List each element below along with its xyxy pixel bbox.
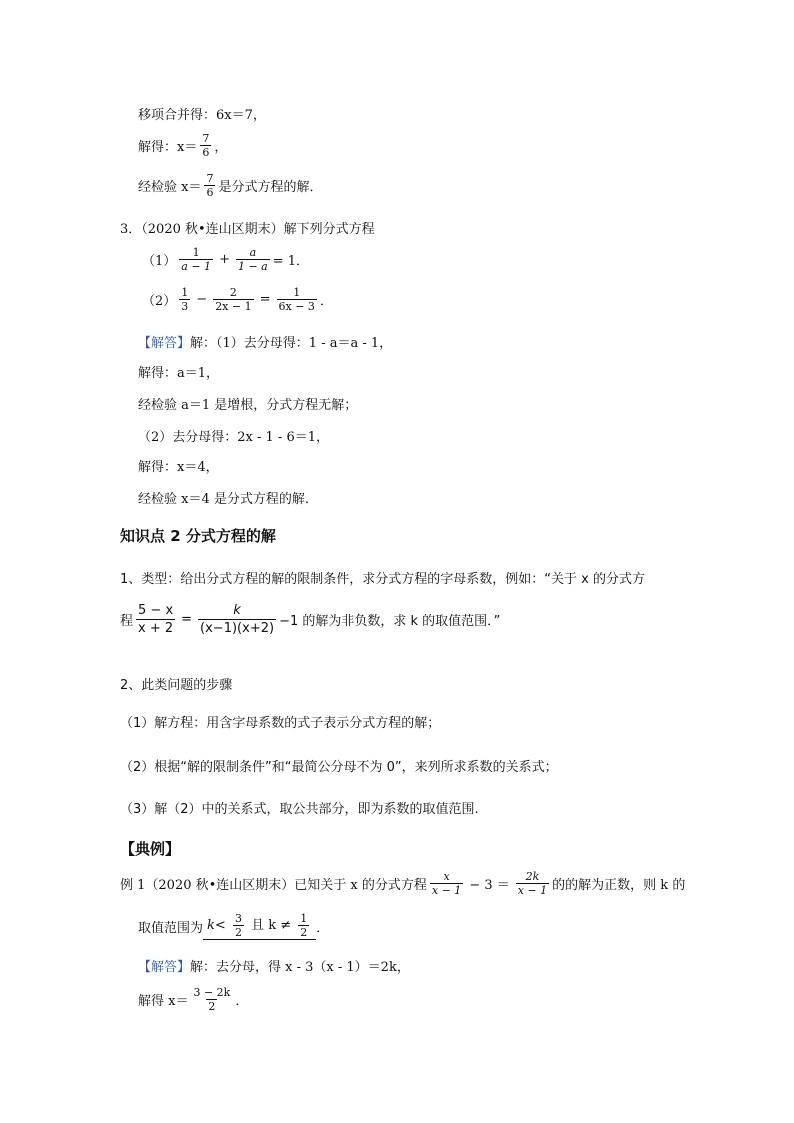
text-line: 经检验 x＝4 是分式方程的解． [138, 492, 318, 507]
text-line: 经检验 a＝1 是增根，分式方程无解； [138, 398, 358, 413]
answer-line: 【解答】 解：（1）去分母得：1 - a＝a - 1， [138, 332, 392, 351]
step-3: （3）解（2）中的关系式，取公共部分，即为系数的取值范围. [120, 802, 479, 817]
fraction: $\frac{1}{a - 1}$ [181, 246, 212, 273]
fraction: $\frac{a}{1 - a}$ [237, 246, 268, 273]
problem-2: （2） $\frac{1}{3}$ − $\frac{2}{2x - 1}$ = $\frac{1}{6x - 3}$ ． [142, 286, 333, 313]
fraction: $\frac{7}{6}$ [206, 172, 214, 199]
text-line: 解得：a＝1， [138, 366, 220, 381]
fraction: $\frac{2k}{x - 1}$ [517, 870, 548, 897]
example-equation: 程 $\frac{5 - x}{x + 2}$ = $\frac{k}{(x-1)(x+2)}$ −1 的解为非负数，求 k 的取值范围．” [120, 603, 501, 636]
problem-1: （1） $\frac{1}{a - 1}$ + $\frac{a}{1 - a}$ = 1． [142, 246, 310, 273]
example-1-answer-range: 取值范围为 k< $\frac{3}{2}$ 且 k ≠ $\frac{1}{2}$ ． [138, 912, 330, 939]
text-line: 解得：x＝4， [138, 460, 219, 475]
text-line: （2）去分母得：2x - 1 - 6＝1， [138, 430, 330, 445]
fraction: $\frac{2}{2x - 1}$ [215, 286, 252, 313]
equation-text: 移项合并得：6x＝7， [138, 108, 266, 123]
question-heading: 3．（2020 秋•连山区期末）解下列分式方程 [120, 222, 375, 237]
fraction: $\frac{7}{6}$ [202, 132, 210, 159]
fraction: $\frac{1}{3}$ [181, 286, 189, 313]
fraction: $\frac{1}{6x - 3}$ [278, 286, 315, 313]
fraction: $\frac{x}{x - 1}$ [431, 870, 462, 897]
answer-tag: 【解答】 [138, 960, 191, 975]
equation-text: 解得：x＝ [138, 140, 198, 155]
fraction: $\frac{5 - x}{x + 2}$ [138, 603, 174, 636]
answer-blank: k< $\frac{3}{2}$ 且 k ≠ $\frac{1}{2}$ [203, 912, 316, 940]
solution-result: 解得 x＝ $\frac{3 - 2k}{2}$ ． [138, 986, 249, 1013]
text-line: 经检验 x＝ $\frac{7}{6}$ 是分式方程的解． [138, 172, 323, 199]
example-tag: 【典例】 [120, 840, 181, 858]
text-line [138, 104, 266, 123]
equation-text: 经检验 x＝ [138, 180, 202, 195]
fraction: $\frac{1}{2}$ [300, 912, 308, 939]
example-1: 例 1（2020 秋•连山区期末）已知关于 x 的分式方程 $\frac{x}{x - 1}$ − 3 ＝ $\frac{2k}{x - 1}$ 的的解为正数，则 k 的 [120, 870, 686, 897]
step-1: （1）解方程：用含字母系数的式子表示分式方程的解； [120, 716, 441, 731]
type-description: 1、类型：给出分式方程的解的限制条件，求分式方程的字母系数，例如：“关于 x 的分式方 [120, 572, 645, 587]
fraction: $\frac{3 - 2k}{2}$ [193, 986, 231, 1013]
step-2: （2）根据“解的限制条件”和“最简公分母不为 0”，来列所求系数的关系式； [120, 760, 558, 775]
section-title: 知识点 2 分式方程的解 [120, 527, 276, 545]
answer-tag: 【解答】 [138, 336, 191, 351]
solution-line: 【解答】 解：去分母，得 x - 3（x - 1）＝2k， [138, 956, 410, 975]
steps-title: 2、此类问题的步骤 [120, 678, 233, 693]
fraction: $\frac{3}{2}$ [234, 912, 242, 939]
text-line: 解得：x＝ $\frac{7}{6}$ ， [138, 132, 228, 159]
fraction: $\frac{k}{(x-1)(x+2)}$ [200, 603, 275, 636]
